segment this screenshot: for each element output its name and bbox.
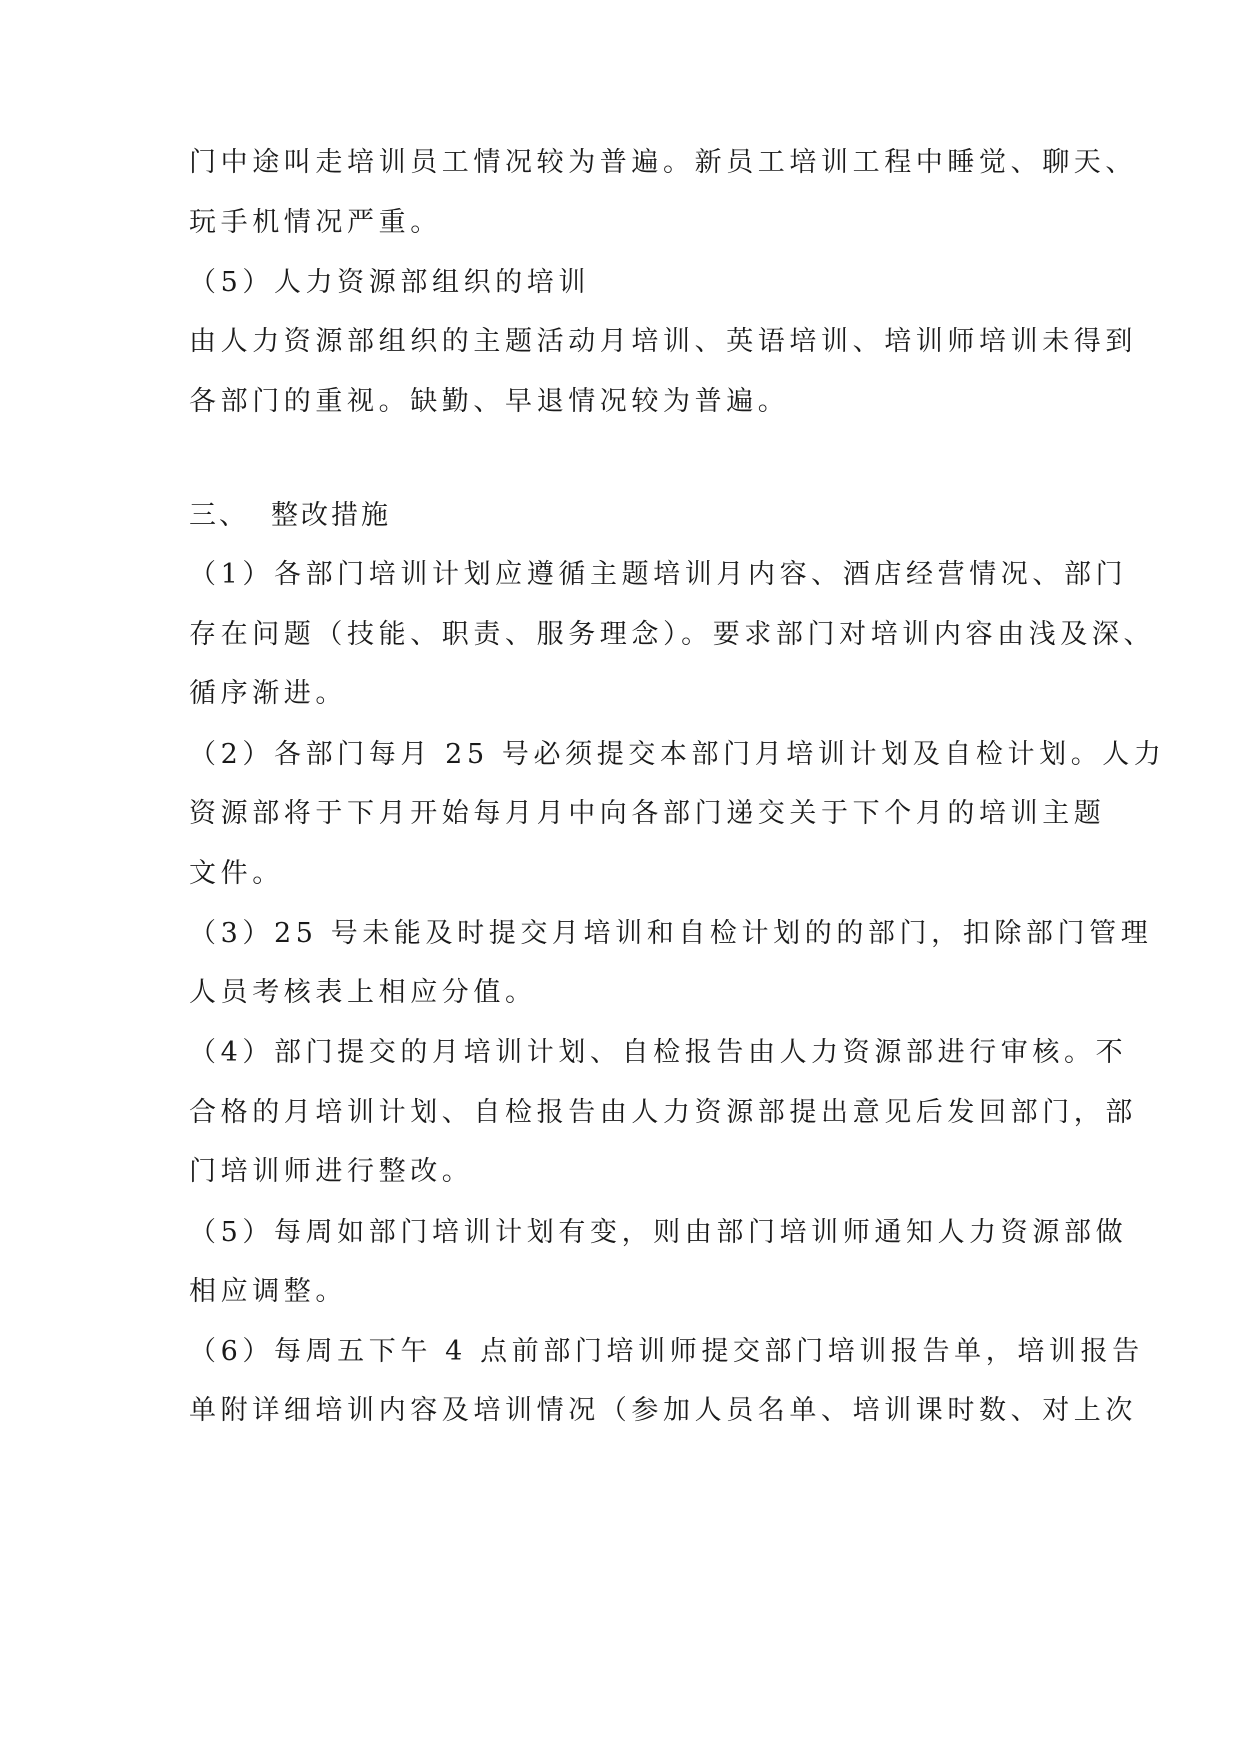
measure-line: 合格的月培训计划、自检报告由人力资源部提出意见后发回部门，部 — [189, 1097, 1137, 1128]
body-line: 各部门的重视。缺勤、早退情况较为普遍。 — [189, 386, 790, 417]
measure-line: 文件。 — [189, 858, 284, 889]
measure-line: （4）部门提交的月培训计划、自检报告由人力资源部进行审核。不 — [189, 1037, 1128, 1068]
measure-line: （3）25 号未能及时提交月培训和自检计划的的部门，扣除部门管理 — [189, 918, 1153, 949]
section-heading — [189, 498, 1059, 534]
measure-line: 循序渐进。 — [189, 678, 347, 709]
measure-line: 单附详细培训内容及培训情况（参加人员名单、培训课时数、对上次 — [189, 1395, 1137, 1426]
measure-line: 人员考核表上相应分值。 — [189, 977, 537, 1008]
measure-line: 相应调整。 — [189, 1276, 347, 1307]
body-line: 玩手机情况严重。 — [189, 207, 442, 238]
section-title: 整改措施 — [271, 500, 391, 531]
measure-line: （2）各部门每月 25 号必须提交本部门月培训计划及自检计划。人力 — [189, 739, 1166, 770]
measure-line: （1）各部门培训计划应遵循主题培训月内容、酒店经营情况、部门 — [189, 559, 1128, 590]
body-line: 由人力资源部组织的主题活动月培训、英语培训、培训师培训未得到 — [189, 326, 1137, 357]
measure-line: （5）每周如部门培训计划有变，则由部门培训师通知人力资源部做 — [189, 1217, 1128, 1248]
measure-line: 存在问题（技能、职责、服务理念）。要求部门对培训内容由浅及深、 — [189, 619, 1156, 650]
measure-line: 门培训师进行整改。 — [189, 1156, 474, 1187]
measure-line: 资源部将于下月开始每月月中向各部门递交关于下个月的培训主题 — [189, 798, 1106, 829]
section-number: 三、 — [189, 500, 249, 531]
body-line: 门中途叫走培训员工情况较为普遍。新员工培训工程中睡觉、聊天、 — [189, 147, 1137, 178]
subheading-hr-training: （5）人力资源部组织的培训 — [189, 267, 590, 298]
measure-line: （6）每周五下午 4 点前部门培训师提交部门培训报告单，培训报告 — [189, 1336, 1144, 1367]
